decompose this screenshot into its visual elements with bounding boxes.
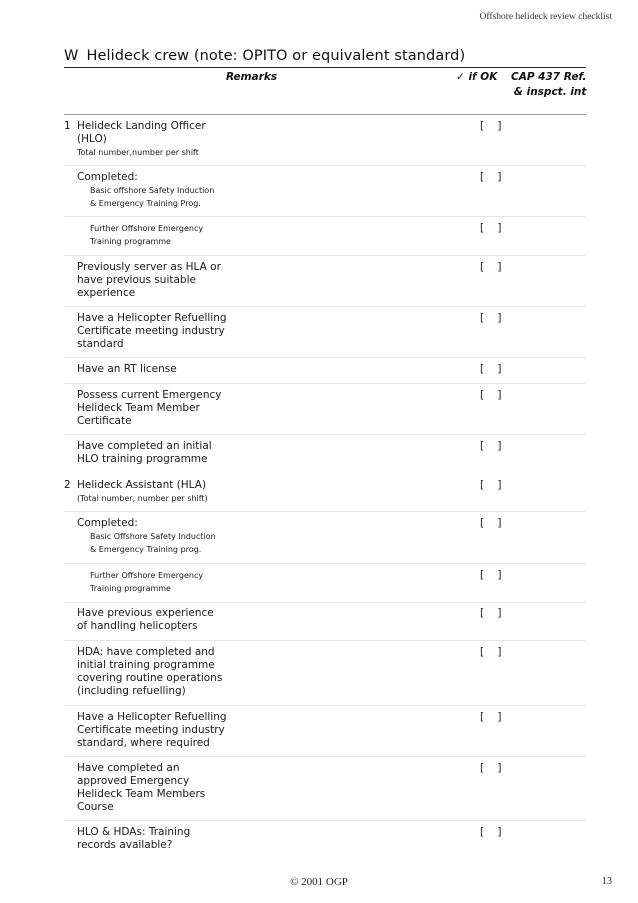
checklist-row <box>64 607 586 641</box>
checklist-row <box>64 120 586 166</box>
column-header-cap <box>511 70 586 100</box>
checklist-row <box>64 569 586 603</box>
title-rule <box>64 67 586 68</box>
ok-checkbox[interactable]: [ ] <box>480 711 507 723</box>
item-subtext: Total number,number per shift <box>77 148 199 157</box>
ok-checkbox[interactable]: [ ] <box>480 312 507 324</box>
row-separator <box>64 756 586 757</box>
item-number: 2 <box>64 479 71 491</box>
column-header-remarks: Remarks <box>226 71 278 83</box>
column-header-cap-line2: & inspct. int <box>513 86 587 98</box>
checklist-row <box>64 762 586 821</box>
section-title-text: Helideck crew (note: OPITO or equivalent standard) <box>86 48 466 64</box>
checklist-row <box>64 261 586 307</box>
row-separator <box>64 563 586 564</box>
header-rule <box>64 114 586 115</box>
checklist-row <box>64 711 586 757</box>
item-number: 1 <box>64 120 71 132</box>
row-separator <box>64 216 586 217</box>
ok-checkbox[interactable]: [ ] <box>480 517 507 529</box>
row-separator <box>64 434 586 435</box>
item-text: Have a Helicopter Refuelling Certificate meeting industry standard, where required <box>77 711 227 749</box>
checklist-row <box>64 517 586 564</box>
ok-checkbox[interactable]: [ ] <box>480 389 507 401</box>
checklist-row <box>64 363 586 384</box>
item-text: HLO & HDAs: Training records available? <box>77 826 191 851</box>
ok-checkbox[interactable]: [ ] <box>480 646 507 658</box>
item-text: Completed: <box>77 171 138 183</box>
ok-checkbox[interactable]: [ ] <box>480 261 507 273</box>
footer-copyright: © 2001 OGP <box>290 876 348 888</box>
item-subtext: Further Offshore Emergency Training programme <box>90 224 204 246</box>
row-separator <box>64 820 586 821</box>
row-separator <box>64 511 586 512</box>
row-separator <box>64 640 586 641</box>
item-text: Have a Helicopter Refuelling Certificate meeting industry standard <box>77 312 227 350</box>
ok-checkbox[interactable]: [ ] <box>480 440 507 452</box>
checklist-row <box>64 646 586 706</box>
checklist-row <box>64 312 586 358</box>
ok-checkbox[interactable]: [ ] <box>480 171 507 183</box>
ok-checkbox[interactable]: [ ] <box>480 363 507 375</box>
row-separator <box>64 357 586 358</box>
checklist-row <box>64 479 586 512</box>
item-text: Possess current Emergency Helideck Team Member Certificate <box>77 389 222 427</box>
checklist-row <box>64 389 586 435</box>
section-letter: W <box>64 48 79 64</box>
section-title <box>64 48 465 64</box>
ok-checkbox[interactable]: [ ] <box>480 762 507 774</box>
item-subtext: Basic Offshore Safety Induction & Emergency Training prog. <box>90 532 216 554</box>
ok-checkbox[interactable]: [ ] <box>480 120 507 132</box>
ok-checkbox[interactable]: [ ] <box>480 607 507 619</box>
item-text: Previously server as HLA or have previous suitable experience <box>77 261 221 299</box>
item-text: HDA: have completed and initial training programme covering routine operations (including refuelling) <box>77 646 223 697</box>
item-text: Completed: <box>77 517 138 529</box>
page-number: 13 <box>602 876 612 887</box>
row-separator <box>64 383 586 384</box>
row-separator <box>64 602 586 603</box>
item-subtext: (Total number, number per shift) <box>77 494 208 503</box>
item-text: Have an RT license <box>77 363 177 375</box>
row-separator <box>64 255 586 256</box>
ok-checkbox[interactable]: [ ] <box>480 479 507 491</box>
checklist-row <box>64 440 586 475</box>
running-header: Offshore helideck review checklist <box>479 12 612 22</box>
row-separator <box>64 165 586 166</box>
item-text: Helideck Landing Officer (HLO) <box>77 120 206 145</box>
ok-checkbox[interactable]: [ ] <box>480 826 507 838</box>
item-text: Have previous experience of handling helicopters <box>77 607 214 632</box>
item-text: Have completed an approved Emergency Helideck Team Members Course <box>77 762 206 813</box>
row-separator <box>64 306 586 307</box>
item-text: Helideck Assistant (HLA) <box>77 479 207 491</box>
checklist-row <box>64 171 586 217</box>
item-text: Have completed an initial HLO training programme <box>77 440 212 465</box>
checklist-row <box>64 222 586 256</box>
row-separator <box>64 705 586 706</box>
ok-checkbox[interactable]: [ ] <box>480 569 507 581</box>
ok-checkbox[interactable]: [ ] <box>480 222 507 234</box>
checklist-row <box>64 826 586 860</box>
item-subtext: Further Offshore Emergency Training programme <box>90 571 204 593</box>
column-header-ok: ✓ if OK <box>456 71 498 83</box>
column-header-cap-line1: CAP 437 Ref. <box>511 71 587 83</box>
item-subtext: Basic offshore Safety Induction & Emergency Training Prog. <box>90 186 215 208</box>
